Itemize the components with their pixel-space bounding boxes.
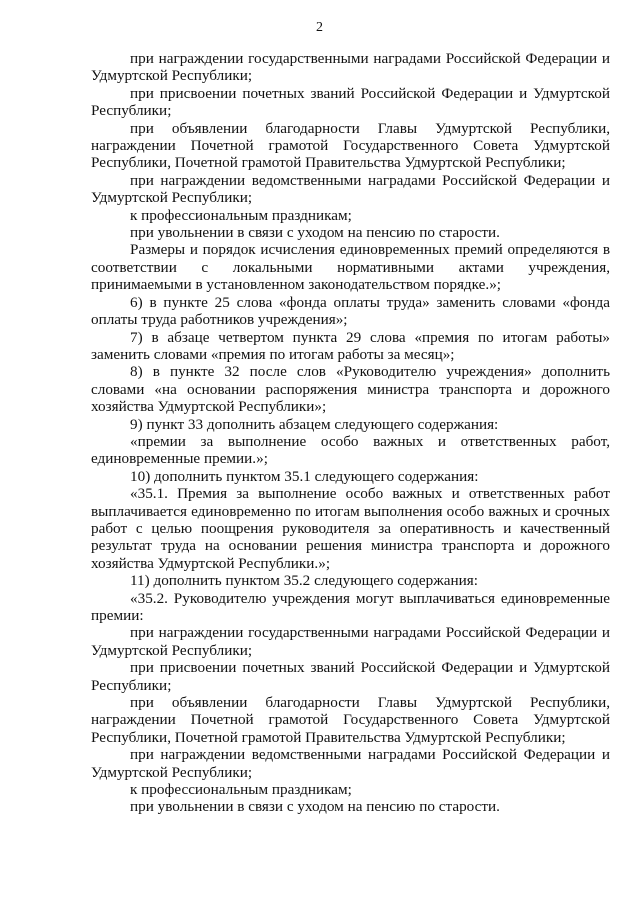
paragraph: 8) в пункте 32 после слов «Руководителю учреждения» дополнить словами «на основании распоряжения министра транспорта и дорожного хозяйства Удмуртской Республики»; <box>91 363 610 416</box>
paragraph: 6) в пункте 25 слова «фонда оплаты труда» заменить словами «фонда оплаты труда работников учреждения»; <box>91 293 610 329</box>
paragraph: при присвоении почетных званий Российской Федерации и Удмуртской Республики; <box>91 84 610 120</box>
paragraph: «премии за выполнение особо важных и ответственных работ, единовременные премии.»; <box>91 432 610 468</box>
paragraph: к профессиональным праздникам; <box>130 206 352 224</box>
page-number: 2 <box>316 20 323 35</box>
paragraph: при объявлении благодарности Главы Удмуртской Республики, награждении Почетной грамотой Государственного Совета Удмуртской Республики, Почетной грамотой Правительства Удмуртской Республики; <box>91 694 610 746</box>
paragraph: при награждении ведомственными наградами Российской Федерации и Удмуртской Республики; <box>91 746 610 781</box>
paragraph: при награждении ведомственными наградами Российской Федерации и Удмуртской Республики; <box>91 171 610 207</box>
paragraph: 9) пункт 33 дополнить абзацем следующего содержания: <box>130 415 499 433</box>
paragraph: «35.1. Премия за выполнение особо важных и ответственных работ выплачивается единовременно по итогам выполнения особо важных и срочных работ с целью поощрения руководителя за оперативность и качественный результат труда на основании решения министра транспорта и дорожного хозяйства Удмуртской Республики.»; <box>91 485 610 572</box>
paragraph: при награждении государственными наградами Российской Федерации и Удмуртской Республики; <box>91 50 610 85</box>
paragraph: «35.2. Руководителю учреждения могут выплачиваться единовременные премии: <box>91 589 610 624</box>
paragraph: при увольнении в связи с уходом на пенсию по старости. <box>130 798 500 816</box>
paragraph: 11) дополнить пунктом 35.2 следующего содержания: <box>130 572 478 590</box>
paragraph: при награждении государственными наградами Российской Федерации и Удмуртской Республики; <box>91 624 610 659</box>
paragraph: при объявлении благодарности Главы Удмуртской Республики, награждении Почетной грамотой Государственного Совета Удмуртской Республики, Почетной грамотой Правительства Удмуртской Республики; <box>91 119 610 172</box>
document-body <box>91 50 610 816</box>
paragraph: Размеры и порядок исчисления единовременных премий определяются в соответствии с локальными нормативными актами учреждения, принимаемыми в установленном законодательством порядке.»; <box>91 241 610 294</box>
paragraph: при увольнении в связи с уходом на пенсию по старости. <box>130 224 500 242</box>
paragraph: 10) дополнить пунктом 35.1 следующего содержания: <box>130 467 479 485</box>
paragraph: 7) в абзаце четвертом пункта 29 слова «премия по итогам работы» заменить словами «премия по итогам работы за месяц»; <box>91 328 610 363</box>
paragraph: при присвоении почетных званий Российской Федерации и Удмуртской Республики; <box>91 659 610 694</box>
paragraph: к профессиональным праздникам; <box>130 781 352 799</box>
